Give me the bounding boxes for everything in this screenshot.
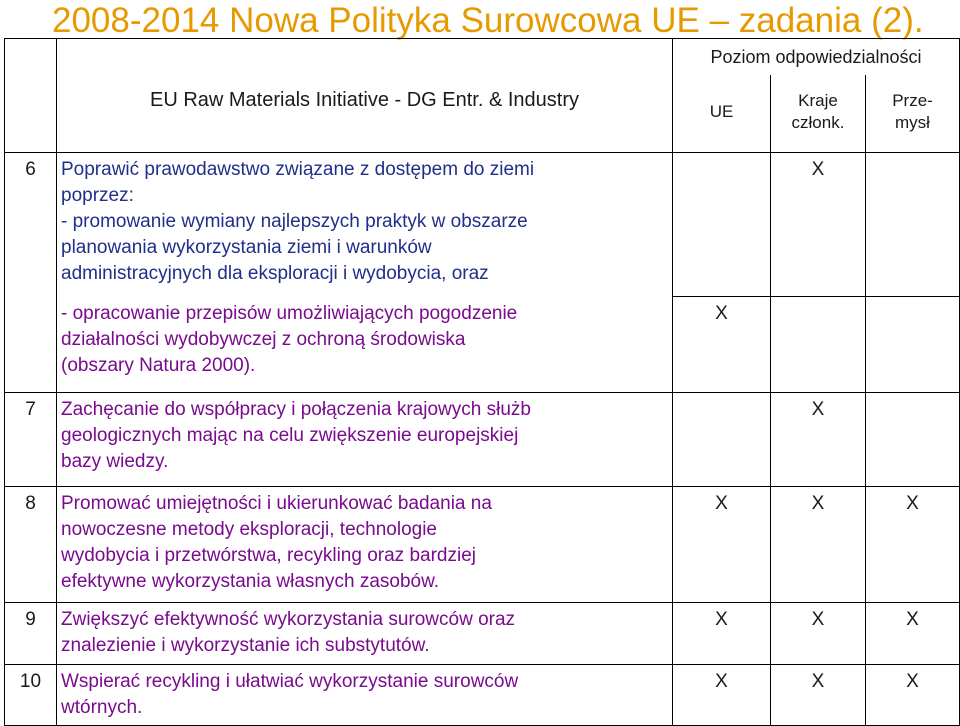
row-number: 10 (5, 665, 57, 726)
mark-industry: X (866, 665, 960, 726)
tasks-table (4, 38, 960, 726)
row-line: - opracowanie przepisów umożliwiających pogodzenie (61, 302, 518, 324)
column-header-industry (866, 75, 960, 153)
row-number: 7 (5, 393, 57, 487)
header-row-1 (5, 39, 960, 75)
row-line: administracyjnych dla eksploracji i wydobycia, oraz (61, 263, 489, 284)
row-line: - promowanie wymiany najlepszych praktyk w obszarze (61, 211, 528, 232)
mark-member-states: X (771, 665, 866, 726)
page-title: 2008-2014 Nowa Polityka Surowcowa UE – zadania (2). (52, 1, 924, 40)
mark-industry (866, 393, 960, 487)
row-line: Zachęcanie do współpracy i połączenia krajowych służb (61, 399, 531, 420)
mark-member-states: X (771, 393, 866, 487)
row-text (57, 297, 673, 393)
row-number: 8 (5, 487, 57, 603)
column-header-member-states (771, 75, 866, 153)
mark-ue (673, 393, 771, 487)
row-line: działalności wydobywczej z ochroną środowiska (61, 328, 466, 350)
row-line: planowania wykorzystania ziemi i warunków (61, 237, 432, 258)
row-line: wtórnych. (61, 697, 143, 718)
row-text (57, 665, 673, 726)
mark-ue (673, 153, 771, 297)
row-line: nowoczesne metody eksploracji, technologie (61, 519, 437, 540)
mark-member-states: X (771, 487, 866, 603)
mark-industry (866, 297, 960, 393)
row-text (57, 153, 673, 297)
row-line: geologicznych mając na celu zwiększenie europejskiej (61, 425, 519, 446)
row-line: wydobycia i przetwórstwa, recykling oraz bardziej (61, 545, 476, 566)
column-header-ue: UE (673, 75, 771, 153)
mark-industry: X (866, 603, 960, 665)
initiative-header: EU Raw Materials Initiative - DG Entr. & Industry (57, 39, 673, 153)
header-number-cell (5, 39, 57, 153)
row-text (57, 487, 673, 603)
table-row (5, 603, 960, 665)
table-row (5, 393, 960, 487)
column-header-industry-label: Prze-mysł (892, 91, 933, 133)
row-number (5, 297, 57, 393)
table-row (5, 297, 960, 393)
responsibility-header: Poziom odpowiedzialności (673, 39, 960, 75)
row-number: 9 (5, 603, 57, 665)
table-row (5, 665, 960, 726)
row-line: znalezienie i wykorzystanie ich substytutów. (61, 635, 430, 656)
row-text (57, 393, 673, 487)
mark-industry: X (866, 487, 960, 603)
row-text (57, 603, 673, 665)
mark-member-states: X (771, 603, 866, 665)
row-line: Wspierać recykling i ułatwiać wykorzystanie surowców (61, 671, 519, 692)
row-line: (obszary Natura 2000). (61, 354, 256, 376)
mark-ue: X (673, 487, 771, 603)
row-number: 6 (5, 153, 57, 297)
row-line: bazy wiedzy. (61, 451, 169, 472)
row-line: Zwiększyć efektywność wykorzystania surowców oraz (61, 609, 516, 630)
mark-ue: X (673, 665, 771, 726)
row-line: Promować umiejętności i ukierunkować badania na (61, 493, 492, 514)
row-line: poprzez: (61, 185, 134, 206)
mark-ue: X (673, 603, 771, 665)
table-row (5, 487, 960, 603)
table-row (5, 153, 960, 297)
mark-ue: X (673, 297, 771, 393)
mark-member-states (771, 297, 866, 393)
row-line: efektywne wykorzystania własnych zasobów. (61, 571, 440, 592)
mark-member-states: X (771, 153, 866, 297)
mark-industry (866, 153, 960, 297)
row-line: Poprawić prawodawstwo związane z dostępem do ziemi (61, 159, 535, 180)
column-header-member-states-label: Kraje członk. (791, 91, 845, 133)
